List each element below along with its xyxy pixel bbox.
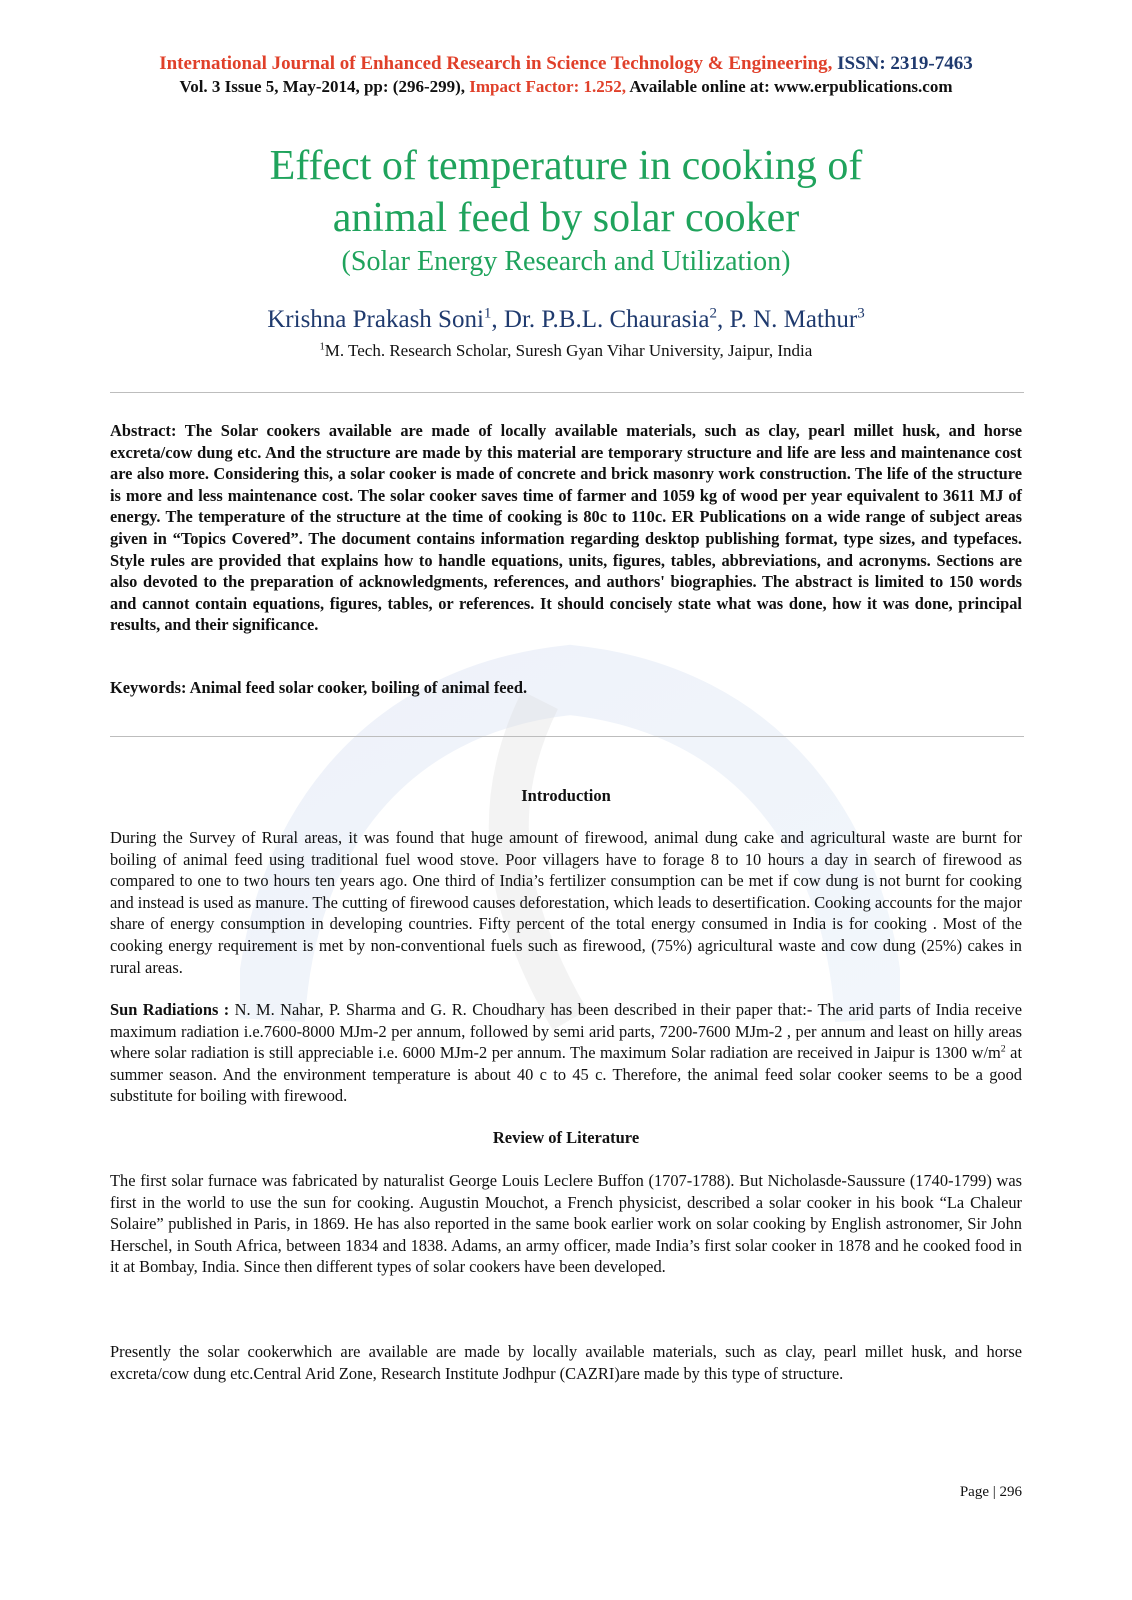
sun-radiations-sup: 2 [1000, 1043, 1006, 1055]
paper-title [0, 140, 1132, 280]
journal-header-line2 [0, 76, 1132, 98]
journal-impact: Impact Factor: 1.252, [469, 77, 627, 96]
page-number: Page | 296 [959, 1484, 1022, 1500]
journal-online: Available online at: www.erpublications.com [629, 77, 953, 96]
author-3-sup: 3 [857, 305, 865, 322]
journal-header [0, 52, 1132, 98]
author-2-sup: 2 [709, 305, 717, 322]
author-1-sup: 1 [483, 305, 492, 322]
author-2: , Dr. P.B.L. Chaurasia [491, 306, 710, 333]
divider-top [110, 392, 1024, 393]
affiliation-sup: 1 [319, 341, 325, 353]
sun-radiations-text-2: at summer season. And the environment temperature is about 40 c to 45 c. Therefore, the animal feed solar cooker seems to be a good substitute for boiling with firewood. [110, 1043, 1022, 1106]
author-list [0, 304, 1132, 336]
sun-radiations-text: N. M. Nahar, P. Sharma and G. R. Choudhary has been described in their paper that:- The arid parts of India receive maximum radiation i.e.7600-8000 MJm-2 per annum, followed by semi arid parts, 7200-7600 MJm-2 , per annum and least on hilly areas where solar radiation is still appreciable i.e. 6000 MJm-2 per annum. The maximum Solar radiation are received in Jaipur is 1300 w/m [110, 1000, 1022, 1063]
author-1: Krishna Prakash Soni [267, 306, 484, 333]
review-paragraph-2: Presently the solar cookerwhich are available are made by locally available materials, such as clay, pearl millet husk, and horse excreta/cow dung etc.Central Arid Zone, Research Institute Jodhpur (CAZRI)are made by this type of structure. [110, 1342, 1022, 1383]
journal-issn: ISSN: 2319-7463 [837, 53, 973, 74]
introduction-paragraph: During the Survey of Rural areas, it was found that huge amount of firewood, animal dung cake and agricultural waste are burnt for boiling of animal feed using traditional fuel wood stove. Poor villagers have to forage 8 to 10 hours a day in search of firewood as compared to one to two hours ten years ago. One third of India’s fertilizer consumption can be met if cow dung is not burnt for cooking and instead is used as manure. The cutting of firewood causes deforestation, which leads to desertification. Cooking accounts for the major share of energy consumption in developing countries. Fifty percent of the total energy consumed in India is for cooking . Most of the cooking energy requirement is met by non-conventional fuels such as firewood, (75%) agricultural waste and cow dung (25%) cakes in rural areas. [110, 828, 1022, 977]
introduction-heading: Introduction [521, 786, 611, 805]
affiliation-text: M. Tech. Research Scholar, Suresh Gyan Vihar University, Jaipur, India [324, 341, 813, 360]
journal-header-line1 [0, 52, 1132, 76]
title-line1: Effect of temperature in cooking of [269, 143, 863, 189]
paper-subtitle: (Solar Energy Research and Utilization) [341, 246, 791, 277]
review-paragraph-1: The first solar furnace was fabricated by naturalist George Louis Leclere Buffon (1707-1788). But Nicholasde-Saussure (1740-1799) was first in the world to use the sun for cooking. Augustin Mouchot, a French physicist, described a solar cooker in his book “La Chaleur Solaire” published in Paris, in 1869. He has also reported in the same book earlier work on solar cooking by English astronomer, Sir John Herschel, in South Africa, between 1834 and 1838. Adams, an army officer, made India’s first solar cooker in 1878 and he cooked food in it at Bombay, India. Since then different types of solar cookers have been developed. [110, 1171, 1022, 1277]
journal-volume: Vol. 3 Issue 5, May-2014, pp: (296-299), [179, 77, 466, 96]
divider-bottom [110, 736, 1024, 737]
review-heading: Review of Literature [492, 1128, 640, 1147]
sun-radiations-label: Sun Radiations : [110, 1000, 230, 1019]
title-line2: animal feed by solar cooker [332, 195, 800, 241]
journal-name: International Journal of Enhanced Research in Science Technology & Engineering, [159, 53, 833, 74]
sun-radiations-paragraph [110, 999, 1022, 1107]
author-3: , P. N. Mathur [716, 306, 858, 333]
abstract: Abstract: The Solar cookers available are made of locally available materials, such as clay, pearl millet husk, and horse excreta/cow dung etc. And the structure are made by this material are temporary structure and life are less and maintenance cost are also more. Considering this, a solar cooker is made of concrete and brick masonry work construction. The life of the structure is more and less maintenance cost. The solar cooker saves time of farmer and 1059 kg of wood per year equivalent to 3611 MJ of energy. The temperature of the structure at the time of cooking is 80c to 110c. ER Publications on a wide range of subject areas given in “Topics Covered”. The document contains information regarding desktop publishing format, type sizes, and typefaces. Style rules are provided that explains how to handle equations, units, figures, tables, abbreviations, and acronyms. Sections are also devoted to the preparation of acknowledgments, references, and authors' biographies. The abstract is limited to 150 words and cannot contain equations, figures, tables, or references. It should concisely state what was done, how it was done, principal results, and their significance. [110, 421, 1022, 635]
keywords: Keywords: Animal feed solar cooker, boiling of animal feed. [110, 678, 528, 697]
affiliation [0, 340, 1132, 362]
